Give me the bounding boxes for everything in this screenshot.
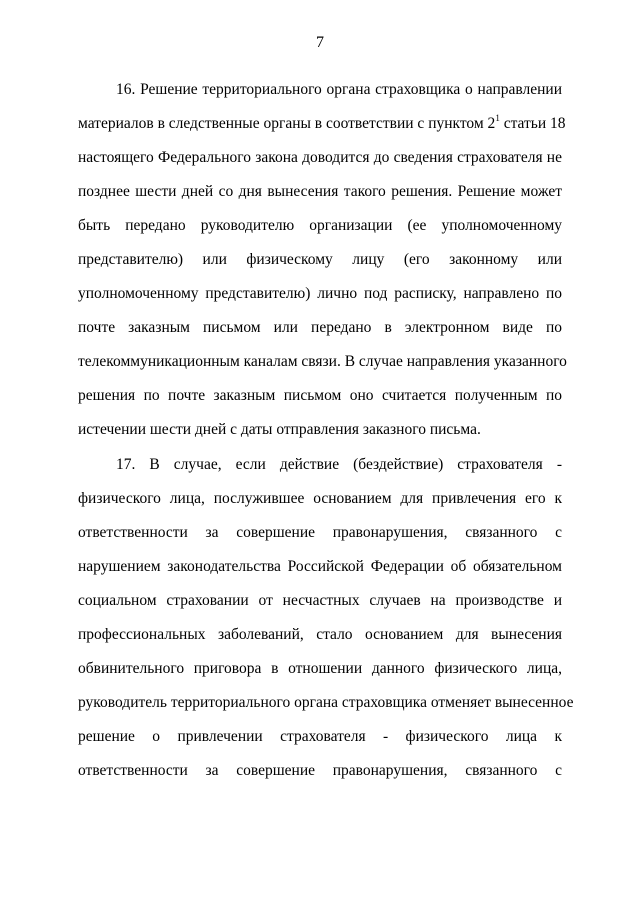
text-line: быть передано руководителю организации (ее уполномоченному <box>78 217 562 234</box>
text-line-with-superscript <box>78 107 566 141</box>
text-line: 17. В случае, если действие (бездействие) страхователя - <box>116 456 562 473</box>
superscript: 1 <box>495 113 500 123</box>
paragraph-17 <box>78 448 574 788</box>
text-line: 16. Решение территориального органа страховщика о направлении <box>116 81 562 98</box>
page-number: 7 <box>316 34 324 51</box>
text-line: почте заказным письмом или передано в электронном виде по <box>78 319 562 336</box>
text-line: истечении шести дней с даты отправления заказного письма. <box>78 421 481 438</box>
text-line: уполномоченному представителю) лично под расписку, направлено по <box>78 285 562 302</box>
text-fragment: статьи 18 <box>499 115 566 132</box>
text-line: настоящего Федерального закона доводится до сведения страхователя не <box>78 149 562 166</box>
text-line: ответственности за совершение правонарушения, связанного с <box>78 524 562 541</box>
text-line: решение о привлечении страхователя - физического лица к <box>78 728 562 745</box>
text-line: физического лица, послужившее основанием для привлечения его к <box>78 490 562 507</box>
text-line: решения по почте заказным письмом оно считается полученным по <box>78 387 562 404</box>
text-line: позднее шести дней со дня вынесения такого решения. Решение может <box>78 183 562 200</box>
text-line: руководитель территориального органа страховщика отменяет вынесенное <box>78 694 574 711</box>
text-line: нарушением законодательства Российской Федерации об обязательном <box>78 558 562 575</box>
text-line: профессиональных заболеваний, стало основанием для вынесения <box>78 626 562 643</box>
text-line: социальном страховании от несчастных случаев на производстве и <box>78 592 562 609</box>
paragraph-16 <box>78 73 567 447</box>
text-line: телекоммуникационным каналам связи. В случае направления указанного <box>78 353 567 370</box>
text-line: обвинительного приговора в отношении данного физического лица, <box>78 660 562 677</box>
text-line: представителю) или физическому лицу (его законному или <box>78 251 562 268</box>
text-fragment: материалов в следственные органы в соответствии с пунктом 2 <box>78 115 496 132</box>
text-line: ответственности за совершение правонарушения, связанного с <box>78 762 562 779</box>
